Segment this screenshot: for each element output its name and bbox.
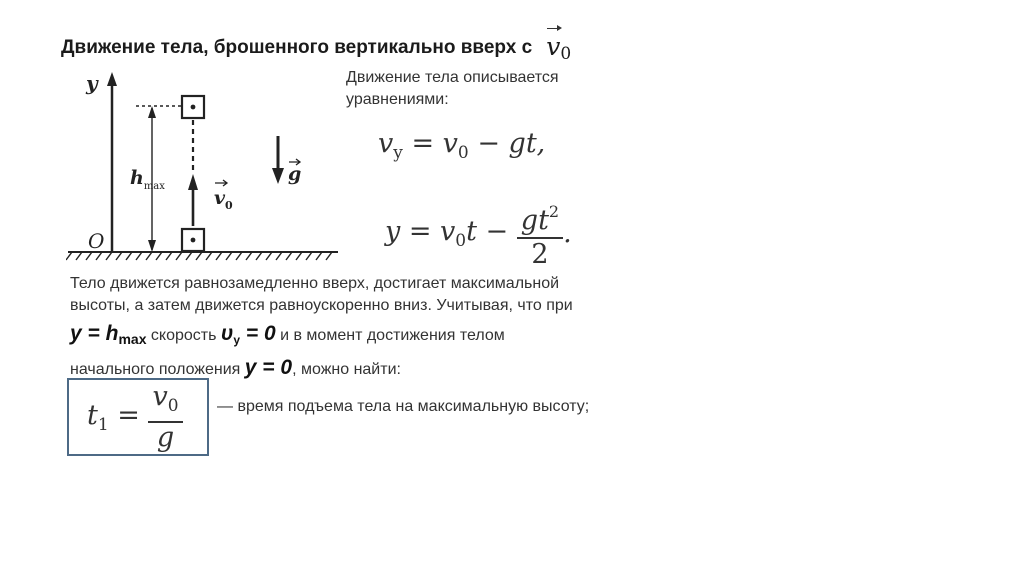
v0-symbol-letter: v xyxy=(546,32,561,61)
result-num-v: v xyxy=(152,380,168,412)
v0-symbol-sub: 0 xyxy=(560,44,572,64)
eq1-rest: = v xyxy=(402,128,458,159)
v0-label: $v_0$ xyxy=(214,187,233,212)
y-eq-h-text: y = h xyxy=(70,322,119,345)
result-fraction xyxy=(148,382,182,453)
vy-sub: y xyxy=(233,333,241,347)
hmax-arrow-top xyxy=(148,106,156,118)
hmax-arrow-bottom xyxy=(148,240,156,252)
eq2-lhs xyxy=(385,216,509,251)
intro-line-1: Движение тела описывается xyxy=(346,69,559,86)
result-t-sub: 1 xyxy=(97,414,109,435)
result-t: t xyxy=(87,399,98,431)
slide-title xyxy=(61,30,571,62)
y-axis-arrowhead xyxy=(107,72,117,86)
result-formula-box xyxy=(67,378,209,456)
position-equation xyxy=(385,196,572,271)
eq2-num-text: gt xyxy=(520,205,549,236)
body-top-dot xyxy=(191,105,196,110)
body-line-2: высоты, а затем движется равноускоренно вниз. Учитывая, что при xyxy=(70,297,573,314)
result-lhs xyxy=(87,400,148,435)
origin-label: O xyxy=(88,229,105,253)
eq2-lhs-sub: 0 xyxy=(455,231,467,251)
eq2-num-sup: 2 xyxy=(548,202,560,221)
y-axis-label: y xyxy=(86,71,98,95)
eq2-lhs-text: y = v xyxy=(385,216,456,247)
result-caption: — время подъема тела на максимальную высоту; xyxy=(217,398,590,415)
eq1-rest-sub: 0 xyxy=(457,143,469,163)
result-denominator: g xyxy=(156,421,175,453)
vy-v: υ xyxy=(220,322,234,345)
result-num-sub: 0 xyxy=(167,395,179,416)
body-text xyxy=(70,273,670,381)
v0-arrowhead xyxy=(188,174,198,190)
body-line-4-text1: начального положения xyxy=(70,361,245,378)
body-line-3-text2: и в момент достижения телом xyxy=(275,327,505,344)
velocity-equation xyxy=(378,128,545,163)
body-start-dot xyxy=(191,238,196,243)
body-line-3 xyxy=(70,323,670,351)
intro-text xyxy=(346,67,606,111)
eq2-denominator: 2 xyxy=(531,239,549,270)
slide-title-text: Движение тела, брошенного вертикально вверх с xyxy=(61,37,533,58)
eq2-fraction xyxy=(517,196,563,271)
hmax-label: $h_{max}$ xyxy=(130,167,165,192)
eq1-v-sub: y xyxy=(393,143,403,163)
body-line-3-text1: скорость xyxy=(146,327,221,344)
eq1-tail: − gt, xyxy=(468,128,546,159)
eq1-v: v xyxy=(378,128,394,159)
g-label: g xyxy=(288,163,302,185)
eq2-end: . xyxy=(563,218,572,249)
v0-symbol xyxy=(546,32,572,64)
result-numerator xyxy=(148,382,182,423)
y-eq-hmax xyxy=(70,322,146,345)
vy-eq-0 xyxy=(221,322,276,345)
eq2-numerator xyxy=(517,196,563,239)
motion-diagram xyxy=(66,66,346,276)
result-eq-sign: = xyxy=(108,399,149,431)
eq2-lhs-tail: t − xyxy=(466,216,509,247)
body-line-4-text2: , можно найти: xyxy=(292,361,401,378)
g-arrowhead xyxy=(272,168,284,184)
vy-eq-0-text: = 0 xyxy=(240,322,276,345)
body-line-1: Тело движется равнозамедленно вверх, достигает максимальной xyxy=(70,275,560,292)
ground-hatching xyxy=(66,252,332,260)
v0-label-vector-arrow xyxy=(215,180,227,186)
h-max-sub: max xyxy=(118,331,147,347)
intro-line-2: уравнениями: xyxy=(346,91,449,108)
y-eq-0: y = 0 xyxy=(244,356,293,379)
